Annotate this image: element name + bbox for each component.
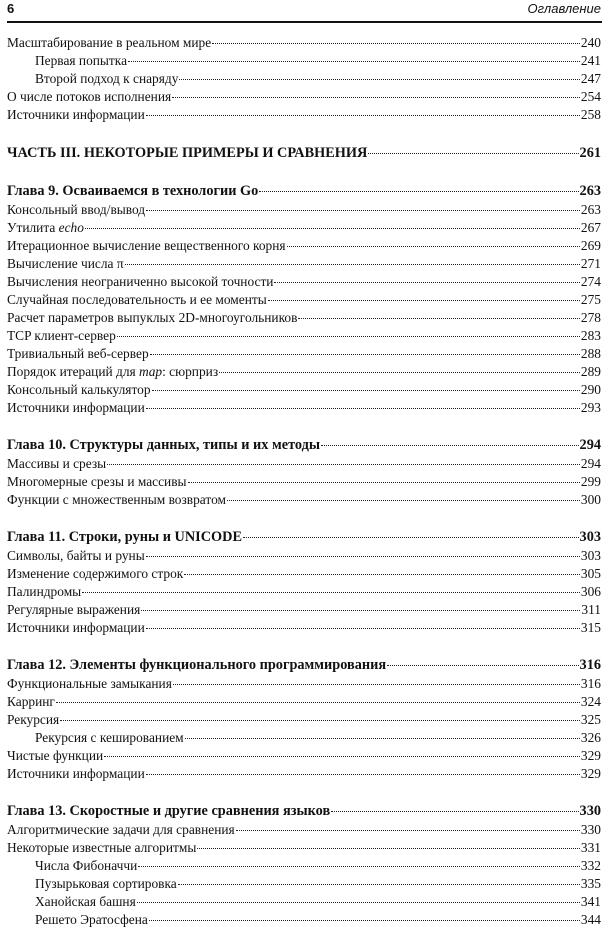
toc-page-number: 267 (580, 220, 601, 235)
toc-page-number: 335 (580, 876, 601, 891)
toc-entry-title-text: Некоторые известные алгоритмы (7, 840, 197, 855)
toc-entry-title (7, 381, 151, 399)
toc-entry (7, 491, 601, 509)
toc-entry-title-text: Символы, байты и руны (7, 548, 145, 563)
toc-entry (7, 345, 601, 363)
toc-entry-title (7, 237, 286, 255)
dot-leader (128, 61, 580, 62)
toc-entry (7, 547, 601, 565)
toc-entry-title-text: Ханойская башня (35, 894, 136, 909)
dot-leader (173, 684, 580, 685)
dot-leader (287, 246, 580, 247)
toc-page-number: 341 (580, 894, 601, 909)
toc-entry (7, 255, 601, 273)
toc-entry-title (7, 656, 386, 675)
toc-page-number: 326 (580, 730, 601, 745)
toc-page-number: 283 (580, 328, 601, 343)
toc-page-number: 344 (580, 912, 601, 927)
toc-entry-title (7, 547, 145, 565)
toc-entry-title-text: Функциональные замыкания (7, 676, 172, 691)
dot-leader (368, 153, 578, 154)
toc-entry-title-text: Функции с множественным возвратом (7, 492, 226, 507)
toc-page-number: 330 (579, 803, 601, 819)
toc-page-number: 269 (580, 238, 601, 253)
table-of-contents (7, 34, 601, 929)
dot-leader (212, 43, 580, 44)
dot-leader (185, 738, 580, 739)
toc-entry (7, 291, 601, 309)
toc-entry-title (7, 182, 258, 201)
dot-leader (172, 97, 580, 98)
toc-entry-title (35, 911, 148, 929)
toc-entry (7, 88, 601, 106)
toc-entry (7, 381, 601, 399)
toc-entry-title-text: Случайная последовательность и ее моменты (7, 292, 267, 307)
toc-entry-title-text: Глава 10. Структуры данных, типы и их методы (7, 437, 321, 453)
toc-entry-title (7, 747, 103, 765)
toc-entry-title-text: Источники информации (7, 400, 145, 415)
dot-leader (85, 228, 580, 229)
toc-entry (7, 309, 601, 327)
toc-page-number: 299 (580, 474, 601, 489)
toc-entry-title-text: Глава 12. Элементы функционального программирования (7, 657, 387, 673)
toc-entry-title-text: Тривиальный веб-сервер (7, 346, 149, 361)
toc-entry-title (7, 693, 55, 711)
toc-entry-title-text: Палиндромы (7, 584, 82, 599)
section-spacer (7, 417, 601, 436)
dot-leader (197, 848, 580, 849)
toc-entry-title-text: Масштабирование в реальном мире (7, 35, 212, 50)
dot-leader (387, 665, 578, 666)
toc-entry-title (7, 399, 145, 417)
toc-entry (7, 729, 601, 747)
toc-entry-title-text: Глава 9. Осваиваемся в технологии Go (7, 183, 259, 199)
section-spacer (7, 124, 601, 144)
toc-entry (7, 273, 601, 291)
toc-entry-title (7, 309, 297, 327)
dot-leader (60, 720, 580, 721)
toc-page-number: 271 (580, 256, 601, 271)
toc-entry-title-text: Вычисления неограниченно высокой точности (7, 274, 274, 289)
toc-page-number: 303 (579, 529, 601, 545)
toc-page-number: 306 (580, 584, 601, 599)
toc-entry-title-text: Итерационное вычисление вещественного корня (7, 238, 286, 253)
toc-entry-title (35, 729, 184, 747)
toc-heading (7, 182, 601, 201)
toc-entry-title (35, 857, 137, 875)
toc-entry (7, 675, 601, 693)
toc-entry (7, 601, 601, 619)
toc-entry-title-text: Источники информации (7, 766, 145, 781)
toc-entry-title-rest: : сюрприз (162, 364, 219, 379)
toc-entry-title (35, 893, 136, 911)
toc-entry-title (7, 106, 145, 124)
toc-entry-title-text: TCP клиент-сервер (7, 328, 116, 343)
toc-page-number: 332 (580, 858, 601, 873)
toc-entry-title-text: Изменение содержимого строк (7, 566, 184, 581)
toc-entry (7, 765, 601, 783)
section-spacer (7, 783, 601, 802)
toc-entry-title (7, 144, 367, 163)
toc-page-number: 311 (581, 602, 601, 617)
toc-entry-title (7, 363, 218, 381)
toc-entry (7, 473, 601, 491)
toc-entry (7, 893, 601, 911)
toc-page-number: 293 (580, 400, 601, 415)
toc-entry-title (35, 70, 178, 88)
dot-leader (107, 464, 580, 465)
dot-leader (146, 115, 580, 116)
toc-entry (7, 455, 601, 473)
dot-leader (236, 830, 580, 831)
toc-entry-title (7, 675, 172, 693)
toc-entry-title (35, 52, 127, 70)
toc-page-number: 247 (580, 71, 601, 86)
toc-page-number: 261 (579, 145, 601, 161)
dot-leader (184, 574, 580, 575)
toc-entry (7, 219, 601, 237)
toc-entry-title-text: Консольный калькулятор (7, 382, 151, 397)
toc-entry-title-text: Регулярные выражения (7, 602, 141, 617)
toc-page-number: 254 (580, 89, 601, 104)
dot-leader (178, 884, 580, 885)
toc-entry-title-text: Второй подход к снаряду (35, 71, 179, 86)
toc-entry (7, 583, 601, 601)
toc-entry-title-text: Первая попытка (35, 53, 128, 68)
toc-entry (7, 619, 601, 637)
toc-entry-title (7, 345, 149, 363)
toc-page-number: 289 (580, 364, 601, 379)
toc-page-number: 258 (580, 107, 601, 122)
toc-entry-title-text: ЧАСТЬ III. НЕКОТОРЫЕ ПРИМЕРЫ И СРАВНЕНИЯ (7, 145, 368, 161)
toc-entry (7, 399, 601, 417)
toc-entry-title-text: Решето Эратосфена (35, 912, 148, 927)
dot-leader (137, 902, 580, 903)
toc-entry-title (7, 765, 145, 783)
dot-leader (146, 210, 580, 211)
dot-leader (138, 866, 580, 867)
toc-entry-title (7, 802, 330, 821)
toc-entry-title-text: Числа Фибоначчи (35, 858, 138, 873)
toc-entry-title (7, 491, 226, 509)
dot-leader (146, 628, 580, 629)
toc-page-number: 274 (580, 274, 601, 289)
toc-entry-title (7, 291, 267, 309)
toc-entry-title (7, 583, 81, 601)
toc-entry-title-text: Консольный ввод/вывод (7, 202, 146, 217)
toc-entry-title-text: Расчет параметров выпуклых 2D-многоугольников (7, 310, 298, 325)
running-title: Оглавление (527, 1, 601, 16)
dot-leader (227, 500, 580, 501)
toc-entry-title-text: Рекурсия с кешированием (35, 730, 184, 745)
dot-leader (56, 702, 580, 703)
toc-entry-title-text: Источники информации (7, 107, 145, 122)
toc-entry (7, 711, 601, 729)
dot-leader (179, 79, 579, 80)
toc-entry-title-text: Глава 13. Скоростные и другие сравнения языков (7, 803, 331, 819)
toc-entry (7, 911, 601, 929)
toc-entry-title-text: Пузырьковая сортировка (35, 876, 177, 891)
toc-page-number: 263 (580, 202, 601, 217)
toc-entry-title-text: Карринг (7, 694, 55, 709)
toc-entry-title (7, 528, 242, 547)
page-number: 6 (7, 1, 15, 16)
toc-entry-title (7, 455, 106, 473)
toc-entry-title-text: Глава 11. Строки, руны и UNICODE (7, 529, 243, 545)
dot-leader (219, 372, 580, 373)
dot-leader (82, 592, 580, 593)
toc-entry-title (7, 711, 59, 729)
toc-page-number: 288 (580, 346, 601, 361)
dot-leader (125, 264, 580, 265)
toc-page-number: 324 (580, 694, 601, 709)
toc-heading (7, 528, 601, 547)
toc-entry-title-text: О числе потоков исполнения (7, 89, 172, 104)
toc-entry-title-text: Порядок итераций для (7, 364, 140, 379)
toc-entry (7, 821, 601, 839)
toc-heading (7, 436, 601, 455)
toc-page-number: 278 (580, 310, 601, 325)
toc-entry-title-text: Массивы и срезы (7, 456, 107, 471)
dot-leader (274, 282, 579, 283)
dot-leader (150, 354, 580, 355)
toc-entry (7, 839, 601, 857)
toc-page-number: 294 (579, 437, 601, 453)
toc-entry-title-italic: echo (58, 220, 84, 235)
toc-page-number: 300 (580, 492, 601, 507)
toc-entry (7, 747, 601, 765)
toc-entry-title-text: Рекурсия (7, 712, 60, 727)
toc-entry-title (7, 839, 196, 857)
toc-page-number: 331 (580, 840, 601, 855)
section-spacer (7, 509, 601, 528)
dot-leader (188, 482, 580, 483)
dot-leader (149, 920, 580, 921)
toc-entry-title (7, 34, 211, 52)
toc-entry-title-text: Алгоритмические задачи для сравнения (7, 822, 235, 837)
toc-page-number: 240 (580, 35, 601, 50)
toc-entry (7, 201, 601, 219)
toc-entry-title-text: Чистые функции (7, 748, 104, 763)
dot-leader (146, 774, 580, 775)
toc-page-number: 316 (579, 657, 601, 673)
toc-page-number: 330 (580, 822, 601, 837)
toc-entry-title (7, 619, 145, 637)
dot-leader (117, 336, 580, 337)
section-spacer (7, 637, 601, 656)
toc-page-number: 303 (580, 548, 601, 563)
toc-entry (7, 693, 601, 711)
dot-leader (298, 318, 579, 319)
toc-page-number: 275 (580, 292, 601, 307)
page-header (7, 0, 602, 23)
dot-leader (331, 811, 578, 812)
toc-page-number: 316 (580, 676, 601, 691)
dot-leader (321, 445, 578, 446)
section-spacer (7, 163, 601, 182)
toc-entry (7, 363, 601, 381)
toc-heading (7, 802, 601, 821)
toc-page-number: 329 (580, 748, 601, 763)
toc-heading (7, 144, 601, 163)
toc-entry-title (7, 88, 171, 106)
toc-entry-title-text: Вычисление числа π (7, 256, 124, 271)
toc-entry-title (35, 875, 177, 893)
toc-entry-title-text: Источники информации (7, 620, 145, 635)
dot-leader (243, 537, 579, 538)
toc-page-number: 325 (580, 712, 601, 727)
toc-page-number: 315 (580, 620, 601, 635)
toc-entry-title (7, 436, 320, 455)
toc-entry (7, 70, 601, 88)
toc-entry-title (7, 255, 124, 273)
toc-page-number: 294 (580, 456, 601, 471)
dot-leader (141, 610, 580, 611)
toc-entry-title (7, 565, 183, 583)
toc-entry (7, 52, 601, 70)
toc-entry (7, 875, 601, 893)
toc-entry-title (7, 273, 273, 291)
toc-entry (7, 106, 601, 124)
dot-leader (146, 408, 580, 409)
toc-entry-title (7, 219, 84, 237)
dot-leader (104, 756, 580, 757)
toc-page-number: 329 (580, 766, 601, 781)
toc-entry (7, 34, 601, 52)
toc-entry-title (7, 473, 187, 491)
dot-leader (259, 191, 578, 192)
toc-entry (7, 327, 601, 345)
toc-heading (7, 656, 601, 675)
toc-entry (7, 237, 601, 255)
toc-entry-title (7, 327, 116, 345)
dot-leader (146, 556, 580, 557)
toc-page-number: 263 (579, 183, 601, 199)
toc-entry-title (7, 821, 235, 839)
toc-page-number: 290 (580, 382, 601, 397)
toc-page-number: 241 (580, 53, 601, 68)
dot-leader (152, 390, 580, 391)
toc-entry-title (7, 201, 145, 219)
toc-entry-title (7, 601, 140, 619)
dot-leader (268, 300, 580, 301)
toc-page-number: 305 (580, 566, 601, 581)
toc-entry-title-italic: map (139, 364, 163, 379)
toc-entry-title-text: Многомерные срезы и массивы (7, 474, 187, 489)
toc-entry (7, 565, 601, 583)
toc-entry (7, 857, 601, 875)
toc-entry-title-text: Утилита (7, 220, 59, 235)
